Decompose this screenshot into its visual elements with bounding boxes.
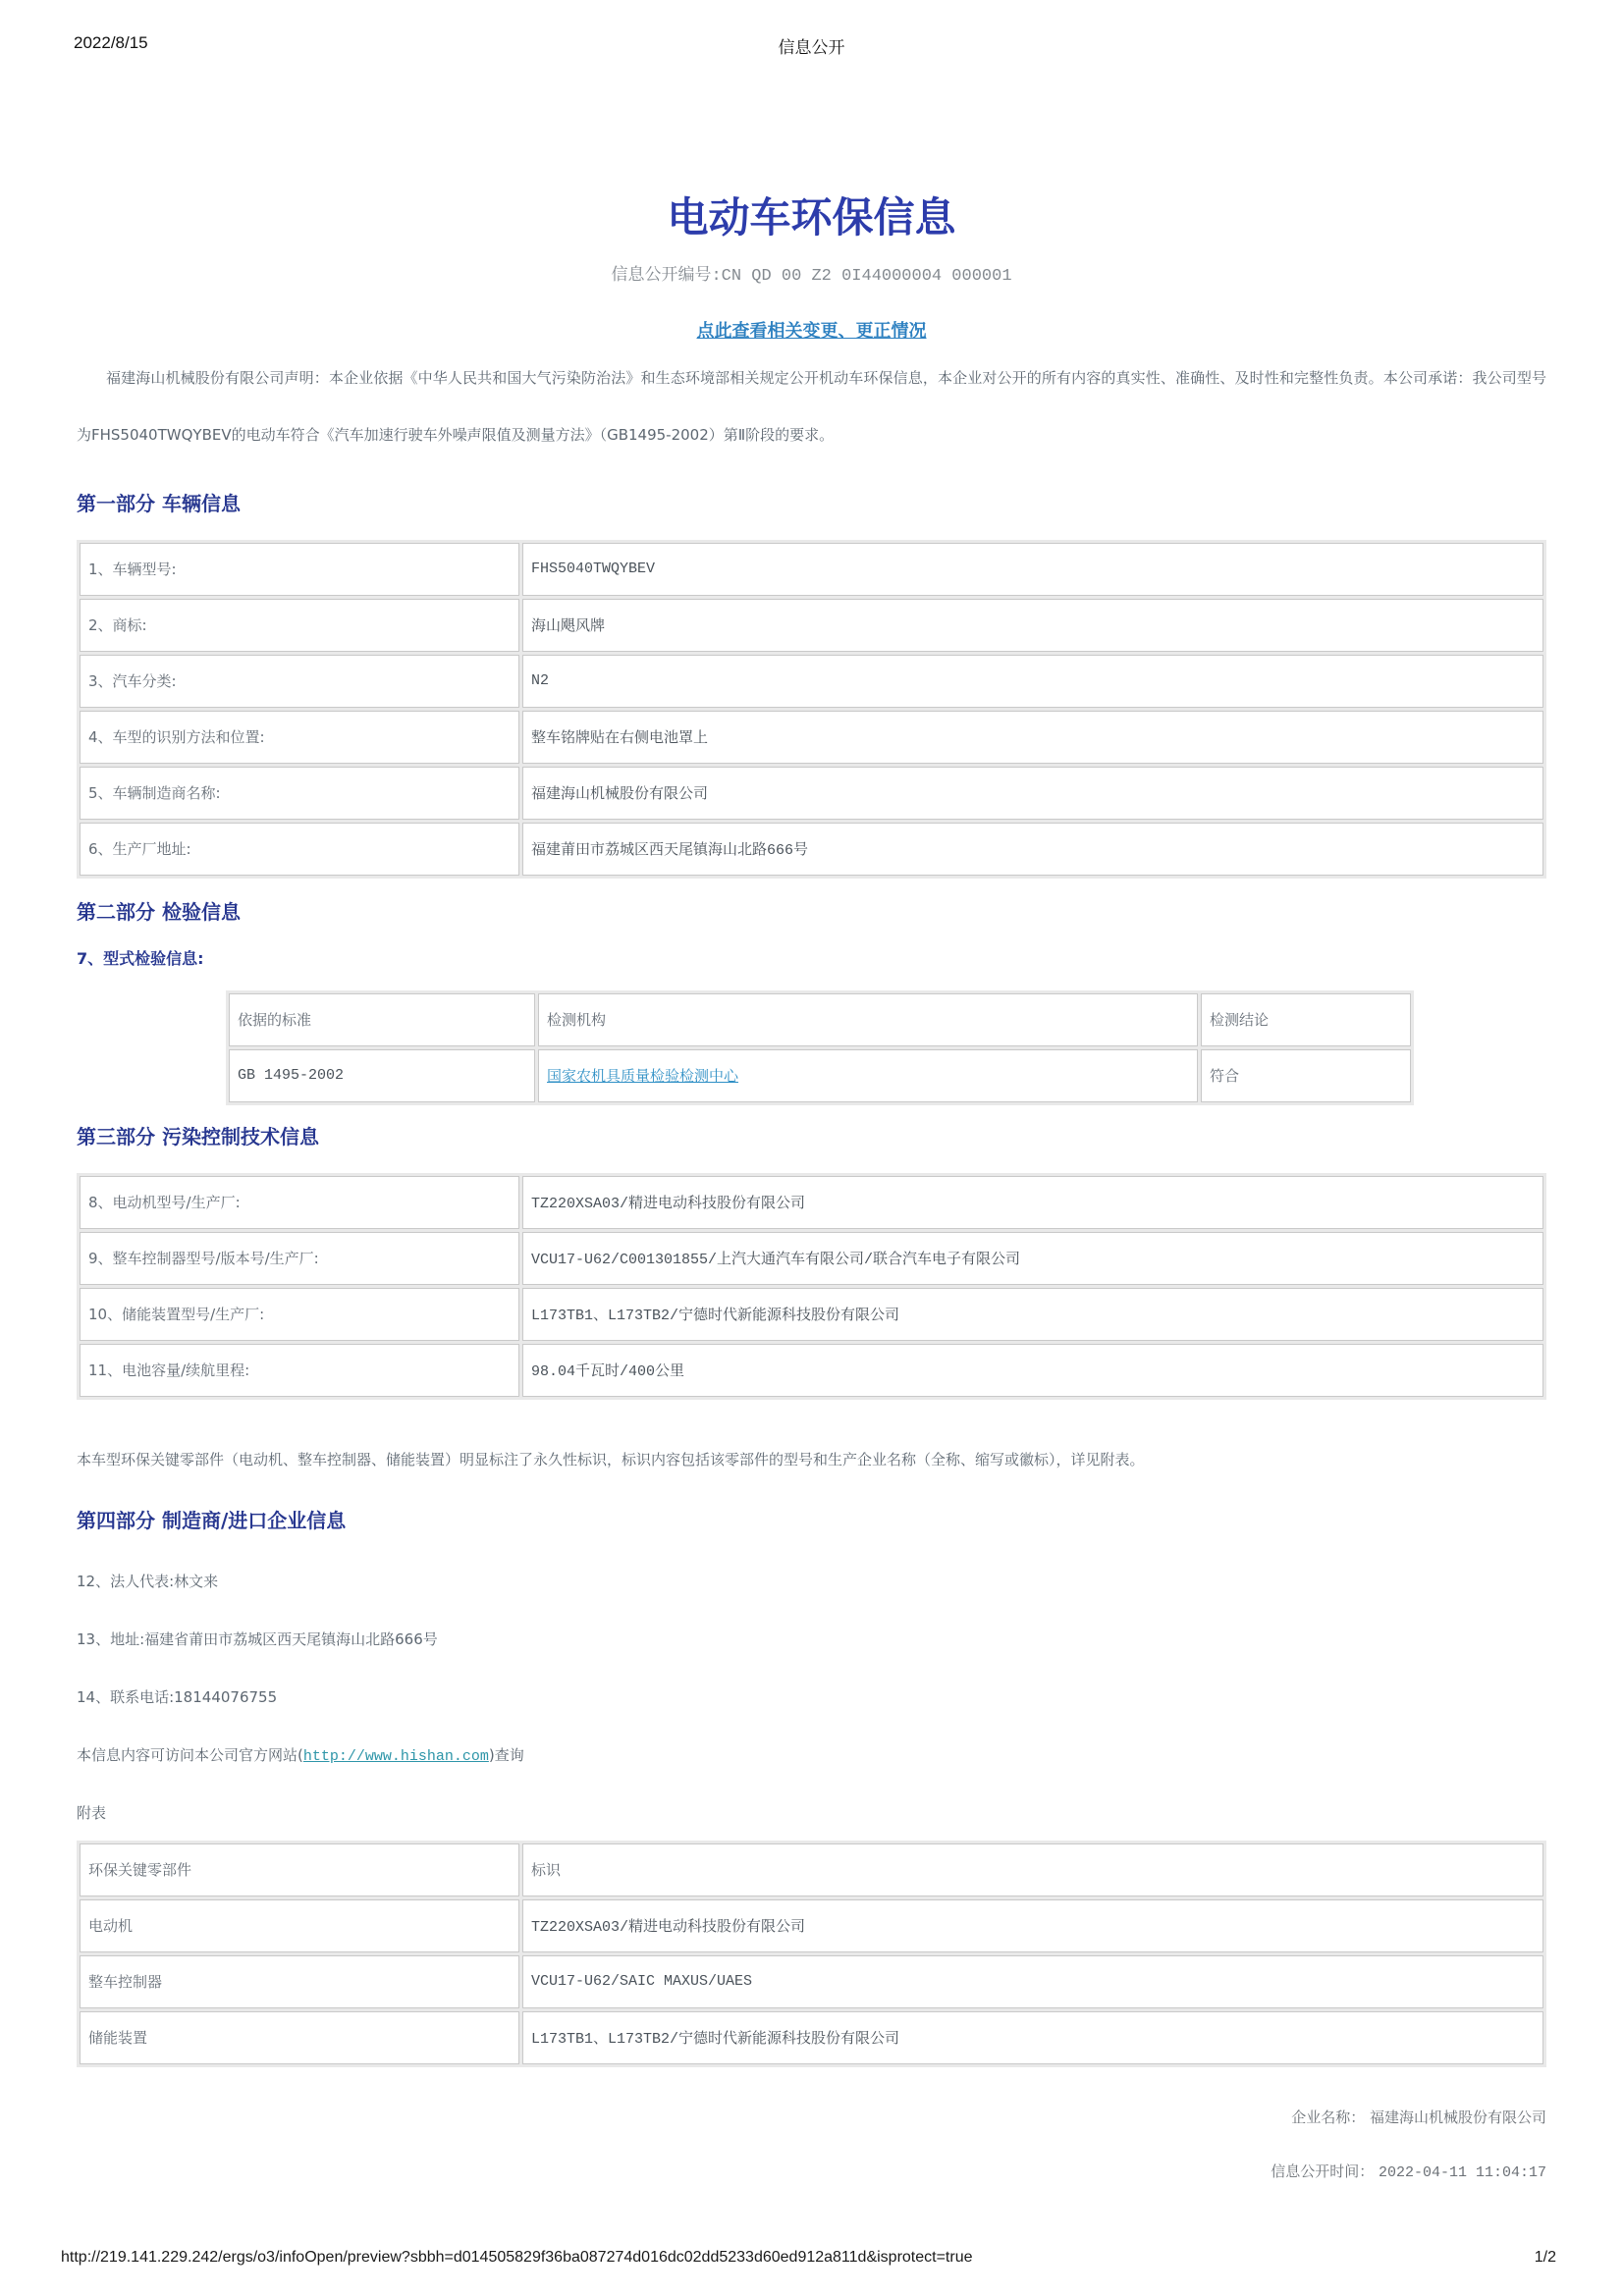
test-standard-cell: GB 1495-2002	[229, 1049, 535, 1102]
column-header: 环保关键零部件	[80, 1843, 519, 1896]
row-value: TZ220XSA03/精进电动科技股份有限公司	[522, 1176, 1543, 1229]
print-header-title: 信息公开	[778, 38, 845, 57]
type-test-table-wrap	[226, 990, 1414, 1105]
publish-time-label: 信息公开时间：	[1271, 2162, 1379, 2180]
footer-url: http://219.141.229.242/ergs/o3/infoOpen/preview?sbbh=d014505829f36ba087274d016dc02dd5233d60ed912a811d&isprotect=true	[61, 2249, 973, 2266]
table-row	[80, 1232, 1543, 1285]
table-row	[229, 1049, 1411, 1102]
row-value: VCU17-U62/SAIC MAXUS/UAES	[522, 1955, 1543, 2008]
row-value: N2	[522, 655, 1543, 708]
row-label: 5、车辆制造商名称:	[80, 767, 519, 820]
table-header-row	[229, 993, 1411, 1046]
table-row	[80, 2011, 1543, 2064]
change-link-row	[77, 317, 1546, 343]
row-label: 8、电动机型号/生产厂:	[80, 1176, 519, 1229]
row-value: VCU17-U62/C001301855/上汽大通汽车有限公司/联合汽车电子有限公司	[522, 1232, 1543, 1285]
table-row	[80, 655, 1543, 708]
test-agency-cell	[538, 1049, 1198, 1102]
row-label: 11、电池容量/续航里程:	[80, 1344, 519, 1397]
publish-time-line	[77, 2161, 1546, 2181]
website-suffix: )查询	[488, 1745, 524, 1764]
row-value: 98.04千瓦时/400公里	[522, 1344, 1543, 1397]
row-value: FHS5040TWQYBEV	[522, 543, 1543, 596]
row-value: TZ220XSA03/精进电动科技股份有限公司	[522, 1899, 1543, 1952]
row-label: 1、车辆型号:	[80, 543, 519, 596]
appendix-table	[77, 1841, 1546, 2067]
table-row	[80, 1288, 1543, 1341]
table-row	[80, 543, 1543, 596]
column-header: 标识	[522, 1843, 1543, 1896]
row-label: 储能装置	[80, 2011, 519, 2064]
row-label: 2、商标:	[80, 599, 519, 652]
row-label: 3、汽车分类:	[80, 655, 519, 708]
table-row	[80, 711, 1543, 764]
column-header: 依据的标准	[229, 993, 535, 1046]
phone-item: 14、联系电话:18144076755	[77, 1687, 278, 1706]
column-header: 检测结论	[1201, 993, 1411, 1046]
company-website-link[interactable]: http://www.hishan.com	[302, 1747, 489, 1765]
section3-title: 第三部分 污染控制技术信息	[77, 1124, 319, 1148]
table-row	[80, 1344, 1543, 1397]
table-row	[80, 767, 1543, 820]
table-row	[80, 1176, 1543, 1229]
page-title: 电动车环保信息	[667, 193, 956, 241]
doc-number: 信息公开编号:CN QD 00 Z2 0I44000004 000001	[611, 267, 1012, 286]
test-agency-link[interactable]: 国家农机具质量检验检测中心	[547, 1069, 739, 1086]
appendix-label: 附表	[77, 1803, 107, 1822]
row-label: 电动机	[80, 1899, 519, 1952]
row-label: 整车控制器	[80, 1955, 519, 2008]
row-label: 4、车型的识别方法和位置:	[80, 711, 519, 764]
document-body	[0, 186, 1623, 2181]
test-conclusion-cell: 符合	[1201, 1049, 1411, 1102]
website-prefix: 本信息内容可访问本公司官方网站(	[77, 1745, 303, 1764]
section4-title: 第四部分 制造商/进口企业信息	[77, 1508, 347, 1532]
row-value: 整车铭牌贴在右侧电池罩上	[522, 711, 1543, 764]
section1-title: 第一部分 车辆信息	[77, 491, 241, 515]
address-item: 13、地址:福建省莆田市荔城区西天尾镇海山北路666号	[77, 1629, 438, 1648]
row-value: 海山飓风牌	[522, 599, 1543, 652]
row-value: L173TB1、L173TB2/宁德时代新能源科技股份有限公司	[522, 2011, 1543, 2064]
table-row	[80, 599, 1543, 652]
print-header	[0, 0, 1623, 58]
type-test-table	[226, 990, 1414, 1105]
type-test-label: 7、型式检验信息:	[77, 948, 204, 968]
column-header: 检测机构	[538, 993, 1198, 1046]
print-footer	[0, 2249, 1623, 2267]
change-correction-link[interactable]: 点此查看相关变更、更正情况	[696, 321, 927, 342]
table-header-row	[80, 1843, 1543, 1896]
page-indicator: 1/2	[1534, 2249, 1556, 2266]
table-row	[80, 1899, 1543, 1952]
print-header-date: 2022/8/15	[74, 33, 148, 52]
declaration-text: 福建海山机械股份有限公司声明：本企业依据《中华人民共和国大气污染防治法》和生态环境部相关规定公开机动车环保信息，本企业对公开的所有内容的真实性、准确性、及时性和完整性负责。本公司承诺：我公司型号为FHS5040TWQYBEV的电动车符合《汽车加速行驶车外噪声限值及测量方法》（GB1495-2002）第Ⅱ阶段的要求。	[77, 369, 1546, 444]
company-name-line: 企业名称： 福建海山机械股份有限公司	[1291, 2108, 1546, 2126]
website-line	[77, 1744, 1546, 1765]
signature-block	[77, 2107, 1546, 2181]
vehicle-info-table	[77, 540, 1546, 879]
row-value: 福建莆田市荔城区西天尾镇海山北路666号	[522, 823, 1543, 876]
table-row	[80, 1955, 1543, 2008]
pollution-control-table	[77, 1173, 1546, 1400]
permanent-mark-note: 本车型环保关键零部件（电动机、整车控制器、储能装置）明显标注了永久性标识，标识内容包括该零部件的型号和生产企业名称（全称、缩写或徽标），详见附表。	[77, 1450, 1145, 1468]
publish-time-value: 2022-04-11 11:04:17	[1378, 2163, 1546, 2181]
section2-title: 第二部分 检验信息	[77, 899, 241, 924]
table-row	[80, 823, 1543, 876]
row-label: 9、整车控制器型号/版本号/生产厂:	[80, 1232, 519, 1285]
row-value: L173TB1、L173TB2/宁德时代新能源科技股份有限公司	[522, 1288, 1543, 1341]
row-label: 6、生产厂地址:	[80, 823, 519, 876]
legal-representative-item: 12、法人代表:林文来	[77, 1572, 219, 1590]
row-value: 福建海山机械股份有限公司	[522, 767, 1543, 820]
row-label: 10、储能装置型号/生产厂:	[80, 1288, 519, 1341]
